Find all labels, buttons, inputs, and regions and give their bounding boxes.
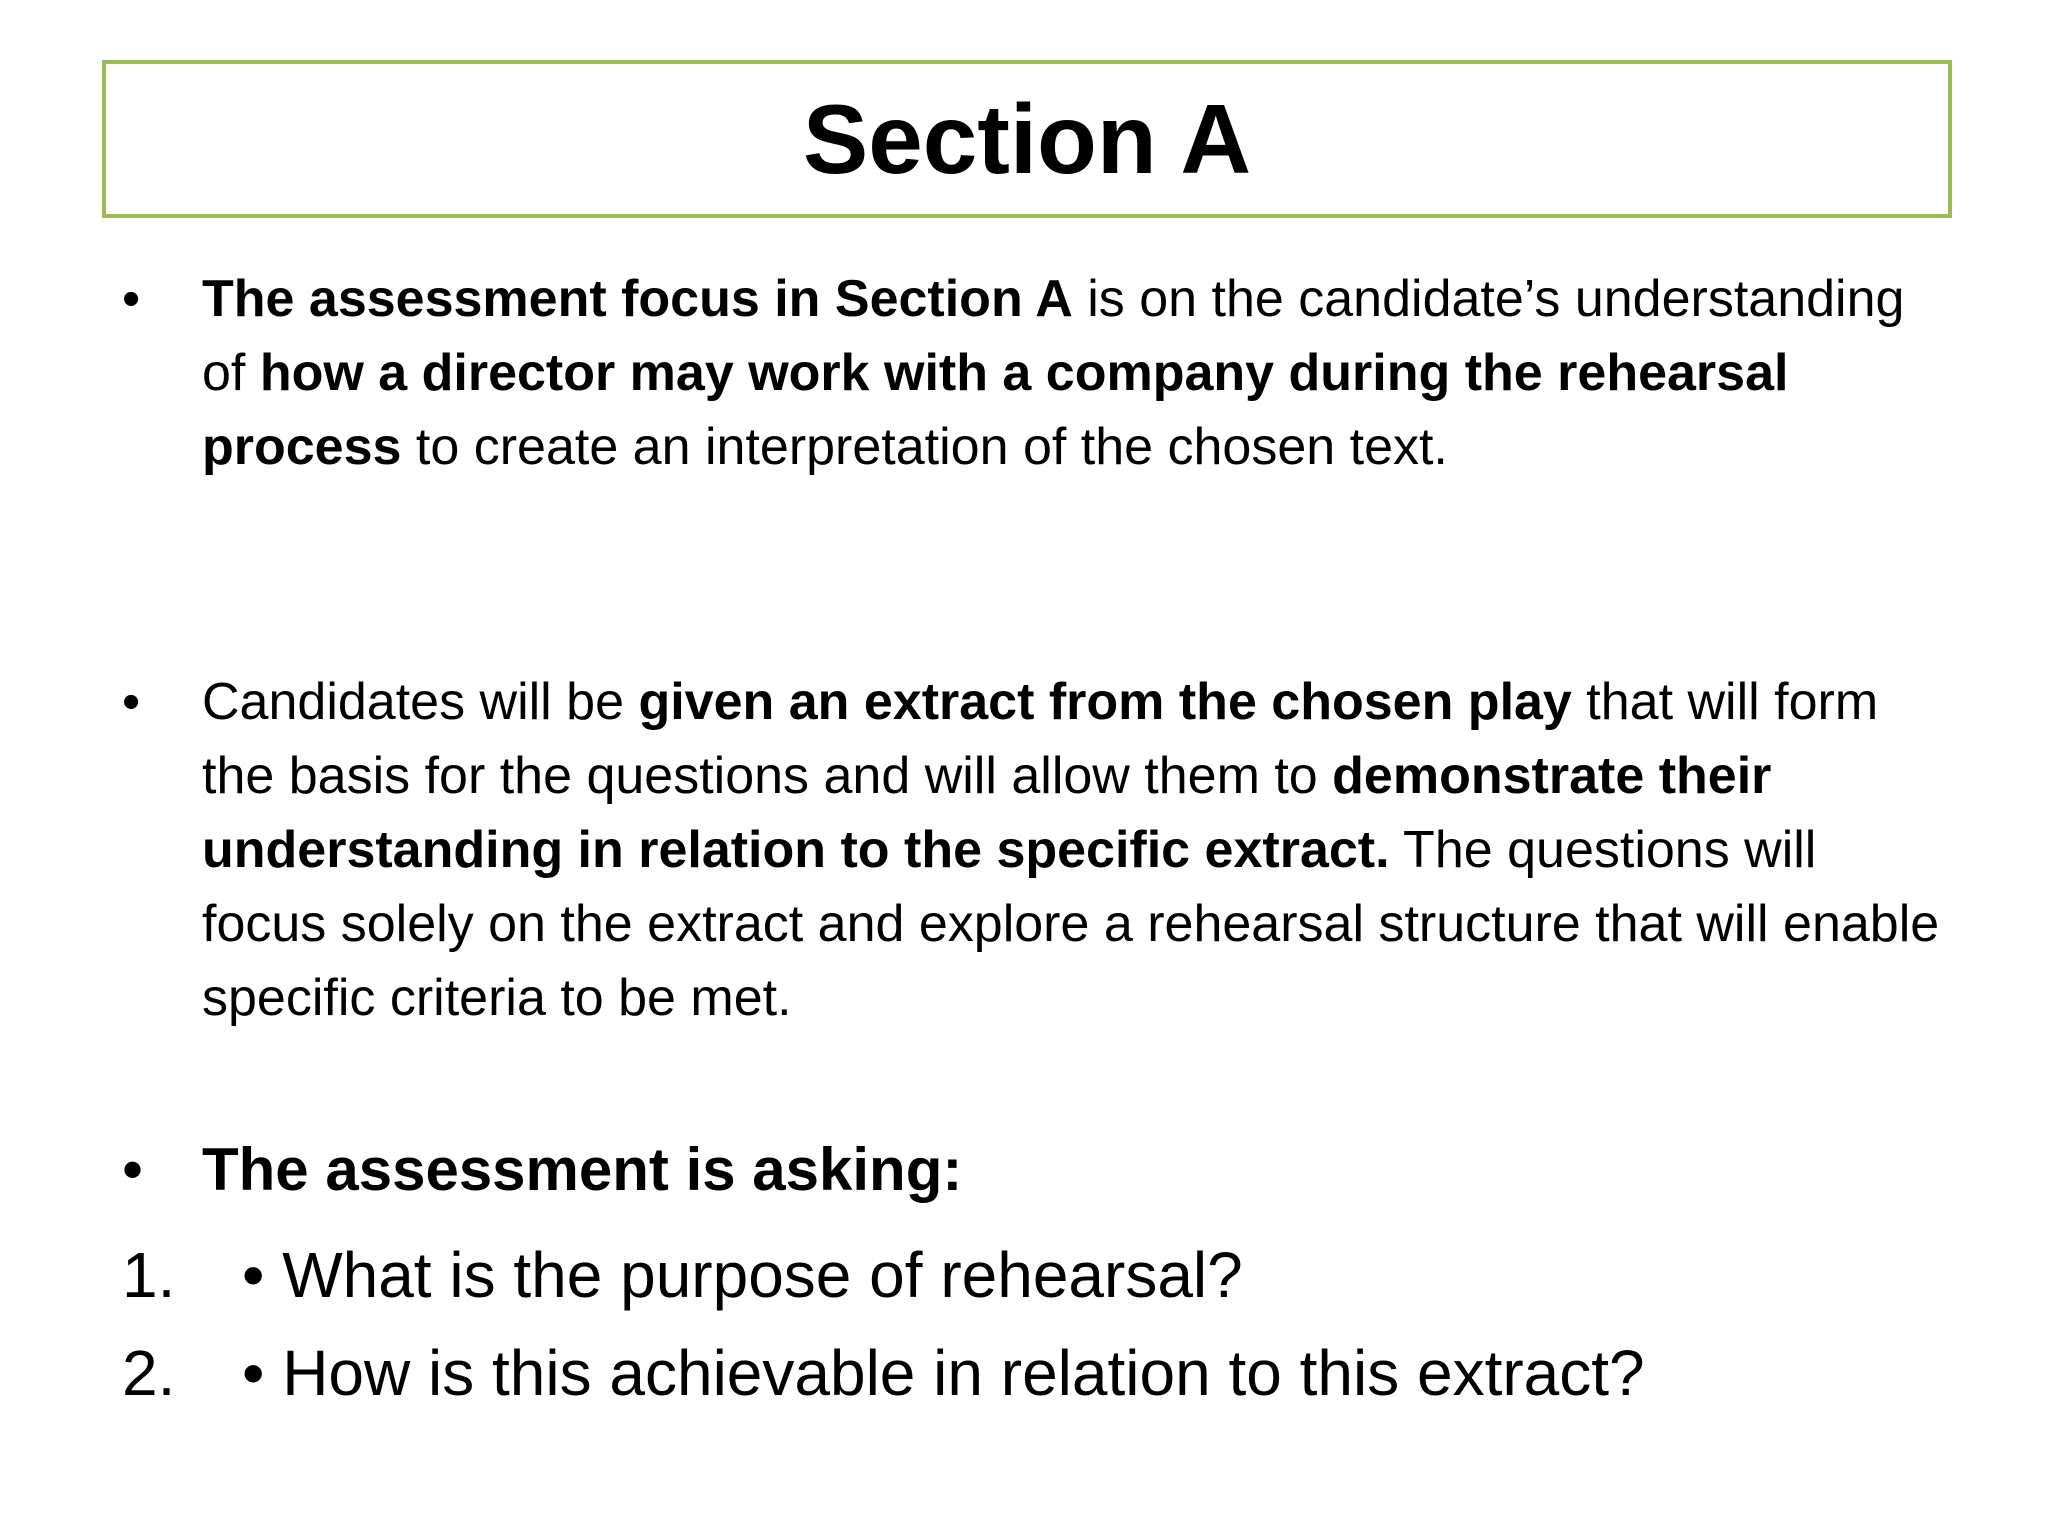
text-run: Candidates will be: [202, 673, 639, 731]
text-run: The questions will focus solely on the extract and explore a rehearsal structure that will enable specific criteria to be met.: [202, 821, 1940, 1027]
bold-phrase: demonstrate their understanding in relation to the specific extract.: [202, 747, 1772, 879]
bold-phrase: how a director may work with a company during the rehearsal process: [202, 344, 1789, 476]
text-run: to create an interpretation of the chosen text.: [401, 418, 1448, 476]
text-run: is on the candidate’s understanding of: [202, 270, 1905, 402]
text-run: that will form the basis for the questions and will allow them to: [202, 673, 1879, 805]
slide-title: Section A: [802, 84, 1252, 194]
number-marker: 1.: [122, 1239, 176, 1311]
bullet-marker: •: [122, 270, 141, 328]
bullet-marker: •: [122, 1136, 144, 1203]
bold-phrase: The assessment focus in Section A: [202, 270, 1073, 328]
number-marker: 2.: [122, 1337, 176, 1409]
bold-phrase: given an extract from the chosen play: [638, 673, 1572, 731]
numbered-text: • How is this achievable in relation to this extract?: [242, 1337, 1645, 1409]
bullet-text: [202, 665, 1942, 1035]
bold-phrase: The assessment is asking:: [202, 1136, 963, 1203]
bullet-text: [202, 262, 1942, 484]
bullet-marker: •: [122, 673, 141, 731]
numbered-text: • What is the purpose of rehearsal?: [242, 1239, 1243, 1311]
bullet-heading: [202, 1130, 1942, 1210]
